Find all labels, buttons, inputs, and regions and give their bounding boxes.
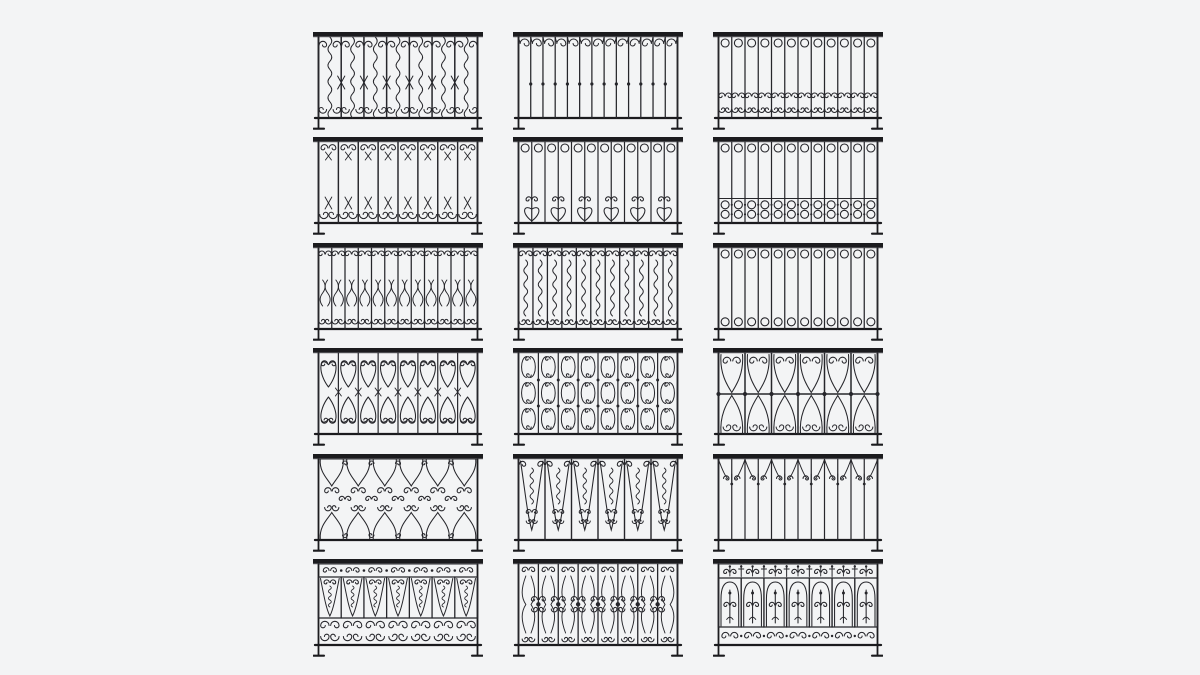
- railing-panel-svg: [513, 135, 683, 239]
- railing-panel-4-2: [513, 346, 683, 450]
- railing-panel-svg: [713, 30, 883, 134]
- railing-panel-4-3: [713, 346, 883, 450]
- railing-panel-svg: [713, 241, 883, 345]
- railing-panel-1-1: [313, 30, 483, 134]
- railing-panel-2-3: [713, 135, 883, 239]
- railing-panel-svg: [313, 452, 483, 556]
- railing-panel-3-2: [513, 241, 683, 345]
- railing-panel-6-1: [313, 557, 483, 661]
- railing-panel-svg: [513, 557, 683, 661]
- railing-panel-1-2: [513, 30, 683, 134]
- railing-panel-svg: [313, 557, 483, 661]
- railing-panel-svg: [713, 135, 883, 239]
- railing-panel-1-3: [713, 30, 883, 134]
- railing-panel-svg: [513, 241, 683, 345]
- railing-collection: [313, 30, 883, 662]
- railing-panel-2-1: [313, 135, 483, 239]
- railing-panel-svg: [313, 30, 483, 134]
- railing-panel-svg: [313, 135, 483, 239]
- railing-panel-svg: [713, 557, 883, 661]
- railing-panel-svg: [513, 452, 683, 556]
- railing-panel-4-1: [313, 346, 483, 450]
- railing-panel-svg: [313, 241, 483, 345]
- railing-panel-svg: [513, 30, 683, 134]
- railing-panel-svg: [713, 452, 883, 556]
- railing-panel-3-1: [313, 241, 483, 345]
- railing-panel-3-3: [713, 241, 883, 345]
- railing-panel-svg: [513, 346, 683, 450]
- railing-panel-svg: [313, 346, 483, 450]
- railing-panel-6-3: [713, 557, 883, 661]
- railing-panel-2-2: [513, 135, 683, 239]
- railing-panel-svg: [713, 346, 883, 450]
- railing-panel-5-2: [513, 452, 683, 556]
- railing-panel-5-3: [713, 452, 883, 556]
- railing-panel-6-2: [513, 557, 683, 661]
- railing-panel-5-1: [313, 452, 483, 556]
